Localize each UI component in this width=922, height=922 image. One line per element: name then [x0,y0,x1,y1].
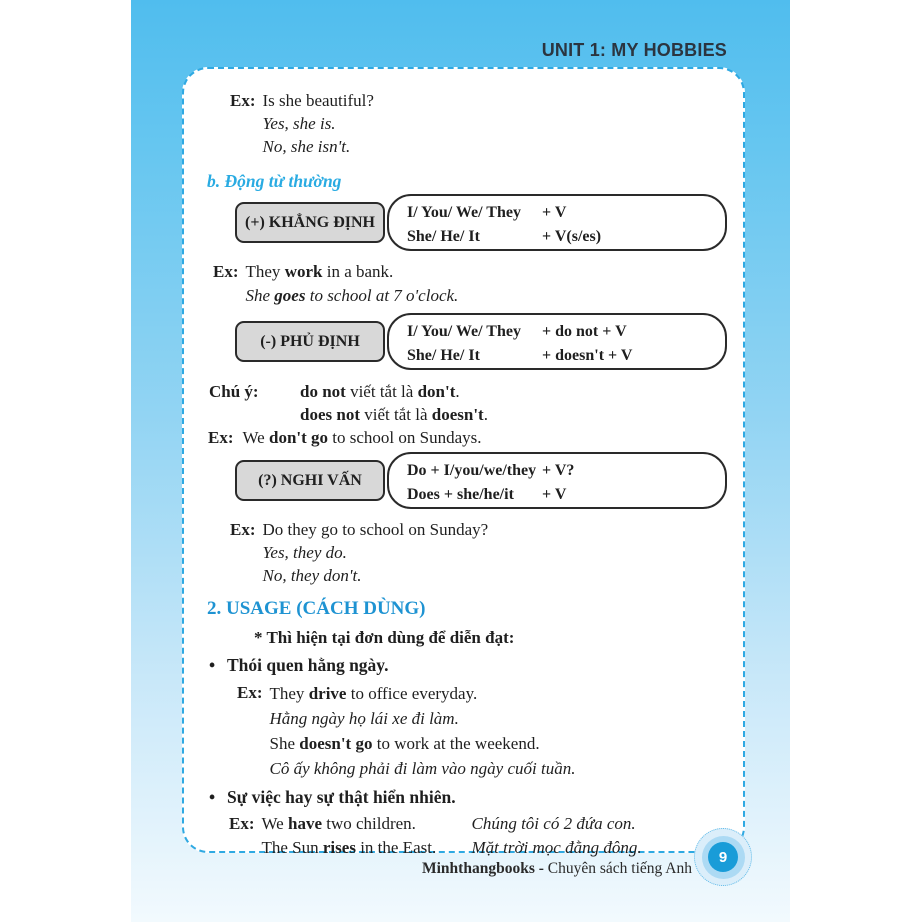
example-lines [263,518,489,587]
page-number-badge [694,828,752,886]
example-lines [263,89,374,158]
formula-box-affirmative [387,194,727,251]
formula-line: Do + I/you/we/they + V? [407,462,575,479]
usage-point-2-title: • Sự việc hay sự thật hiển nhiên. [209,787,456,807]
example-lines [246,260,459,308]
formula-box-negative [387,313,727,370]
formula-line: She/ He/ It + doesn't + V [407,347,633,364]
formula-line: Does + she/he/it + V [407,486,567,503]
example-line: Yes, she is. [262,114,336,133]
example-row: We have two children. Chúng tôi có 2 đứa con. [261,814,636,833]
example-line: Cô ấy không phải đi làm vào ngày cuối tuần. [269,759,576,778]
example-line: We don't go to school on Sundays. [242,428,482,447]
formula-line: I/ You/ We/ They + V [407,204,567,221]
example-lines [262,812,642,860]
example-line: They work in a bank. [245,262,394,281]
usage-intro: * Thì hiện tại đơn dùng để diễn đạt: [254,628,515,647]
formula-line: She/ He/ It + V(s/es) [407,228,602,245]
footer-brand: Minhthangbooks [422,860,535,877]
example-label: Ex: [230,91,256,110]
note-lines [300,380,488,426]
content-panel [182,67,745,857]
usage-section-title: 2. USAGE (CÁCH DÙNG) [207,598,426,619]
tag-negative: (-) PHỦ ĐỊNH [235,321,385,362]
page-number: 9 [708,842,738,872]
unit-title: UNIT 1: MY HOBBIES [541,40,727,60]
formula-negative [235,313,743,370]
tag-affirmative: (+) KHẲNG ĐỊNH [235,202,385,243]
example-line: Do they go to school on Sunday? [262,520,489,539]
example-lines [270,681,576,781]
footer-separator: - [538,860,544,877]
page-number-ring [702,836,745,879]
example-label: Ex: [208,428,234,447]
example-line: Is she beautiful? [262,91,374,110]
bullet-icon: • [209,655,216,675]
example-block-usage-2 [229,812,743,860]
tag-question: (?) NGHI VẤN [235,460,385,501]
example-block-to-be [230,89,743,158]
footer-tagline: Chuyên sách tiếng Anh [547,860,692,877]
example-block-affirmative [213,260,743,308]
example-row: The Sun rises in the East. Mặt trời mọc đằng đông. [261,838,642,857]
example-line: She doesn't go to work at the weekend. [269,734,540,753]
note-block [209,380,743,426]
example-label: Ex: [230,520,256,539]
example-line: They drive to office everyday. [269,684,478,703]
example-line: She goes to school at 7 o'clock. [245,286,459,305]
bullet-icon: • [209,787,216,807]
example-label: Ex: [229,814,255,833]
note-line: does not viết tắt là doesn't. [300,405,488,424]
example-line: No, she isn't. [262,137,351,156]
example-lines [243,426,482,449]
formula-line: I/ You/ We/ They + do not + V [407,323,627,340]
usage-point-1-title: • Thói quen hằng ngày. [209,655,389,675]
example-label: Ex: [237,683,263,702]
example-line: Hằng ngày họ lái xe đi làm. [269,709,459,728]
note-line: do not viết tắt là don't. [300,382,460,401]
formula-question [235,452,743,509]
footer-imprint [422,860,692,878]
example-block-usage-1 [237,681,743,781]
formula-affirmative [235,194,743,251]
example-label: Ex: [213,262,239,281]
example-block-question [230,518,743,587]
example-line: No, they don't. [262,566,362,585]
formula-box-question [387,452,727,509]
example-block-negative [208,426,743,449]
note-label: Chú ý: [209,382,259,401]
example-line: Yes, they do. [262,543,347,562]
section-b-title: b. Động từ thường [207,171,342,191]
